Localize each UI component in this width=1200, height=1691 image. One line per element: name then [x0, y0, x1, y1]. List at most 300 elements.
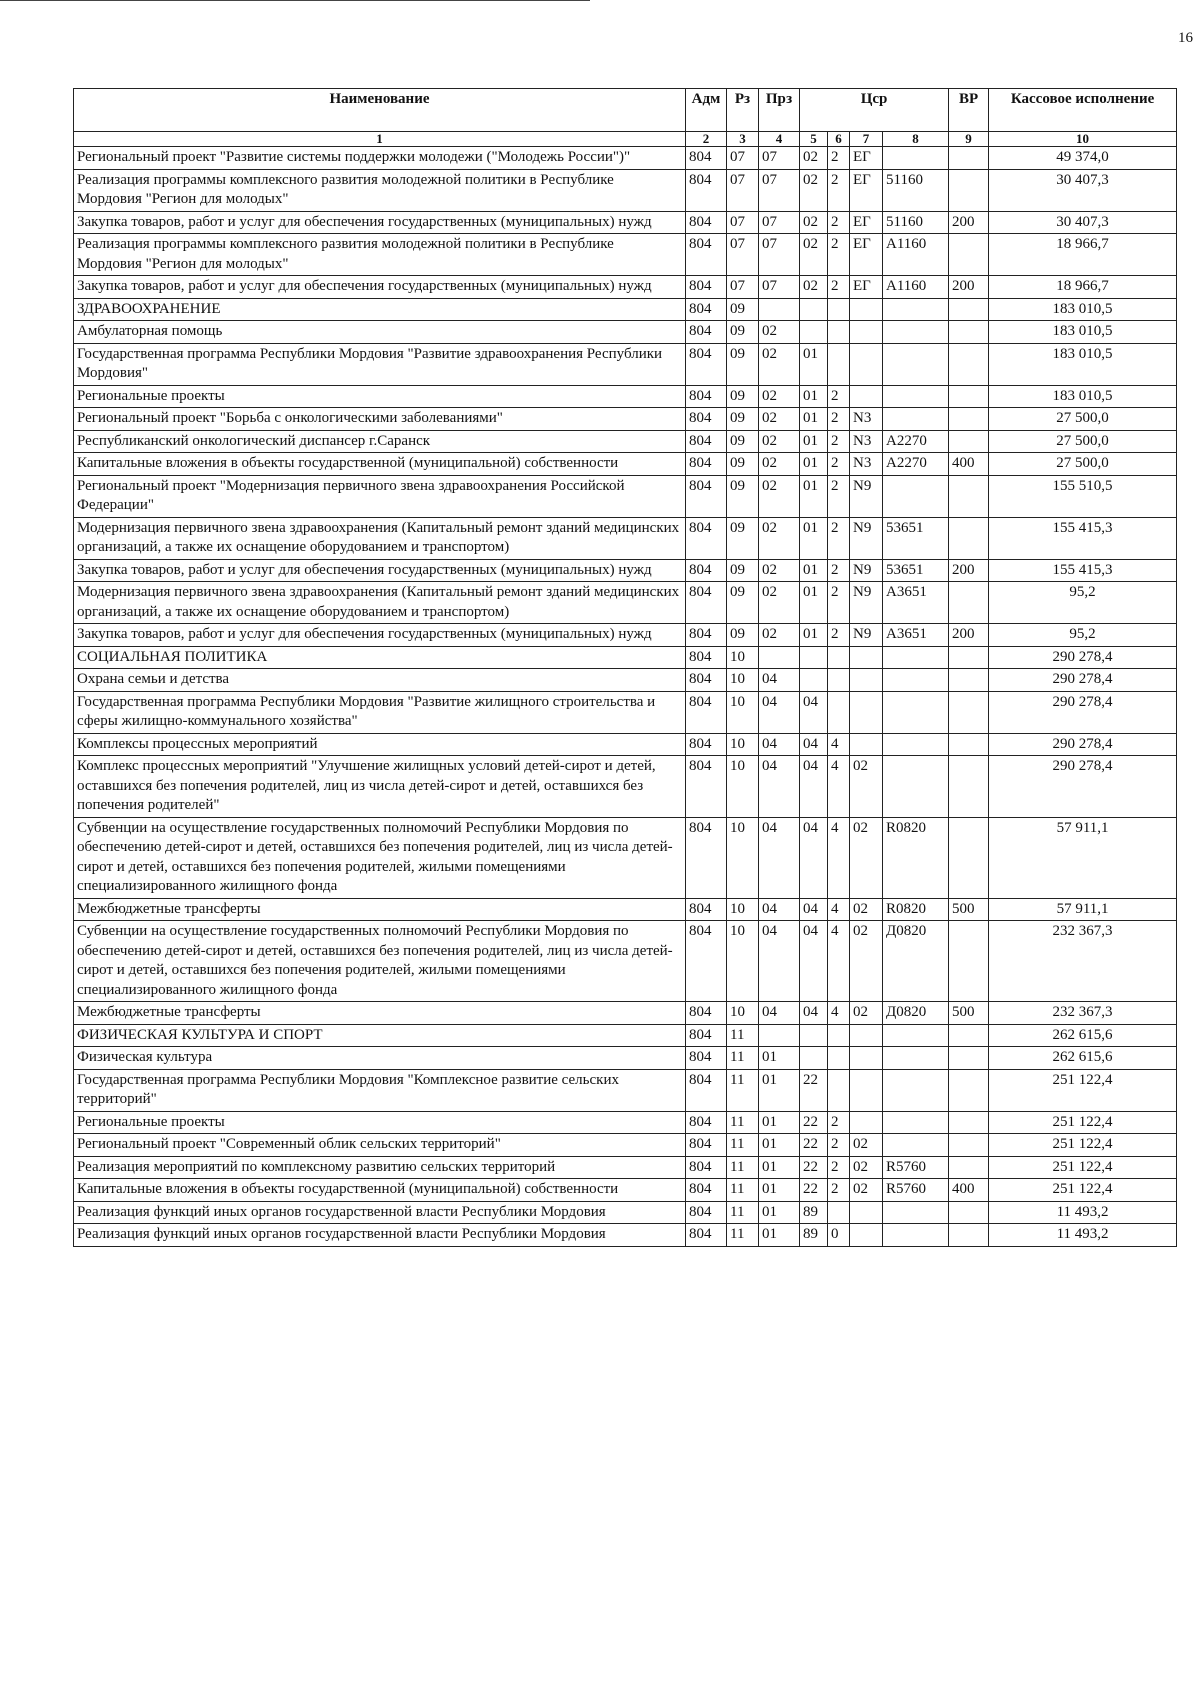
row-amount: 290 278,4	[989, 756, 1177, 818]
row-vr	[949, 691, 989, 733]
row-adm: 804	[686, 817, 727, 898]
budget-execution-table	[73, 88, 1177, 1247]
row-vr: 200	[949, 624, 989, 647]
row-adm: 804	[686, 733, 727, 756]
row-amount: 232 367,3	[989, 1002, 1177, 1025]
row-csr-5: 89	[800, 1224, 828, 1247]
row-csr-6: 2	[828, 430, 850, 453]
row-csr-6: 2	[828, 475, 850, 517]
table-row	[74, 211, 1177, 234]
row-name: Физическая культура	[74, 1047, 686, 1070]
row-csr-5	[800, 646, 828, 669]
row-prz	[759, 298, 800, 321]
row-csr-8	[883, 343, 949, 385]
row-prz: 04	[759, 921, 800, 1002]
row-rz: 09	[727, 517, 759, 559]
header-rz: Рз	[727, 89, 759, 132]
row-csr-8: А3651	[883, 624, 949, 647]
row-name: Реализация мероприятий по комплексному развитию сельских территорий	[74, 1156, 686, 1179]
row-csr-5: 89	[800, 1201, 828, 1224]
row-csr-5: 01	[800, 343, 828, 385]
row-name: Региональный проект "Модернизация первичного звена здравоохранения Российской Федерации"	[74, 475, 686, 517]
row-amount: 251 122,4	[989, 1156, 1177, 1179]
row-name: Охрана семьи и детства	[74, 669, 686, 692]
table-row	[74, 733, 1177, 756]
row-rz: 07	[727, 276, 759, 299]
row-rz: 11	[727, 1024, 759, 1047]
row-csr-6: 0	[828, 1224, 850, 1247]
row-vr	[949, 430, 989, 453]
row-adm: 804	[686, 1024, 727, 1047]
row-amount: 155 510,5	[989, 475, 1177, 517]
row-csr-6	[828, 1201, 850, 1224]
row-amount: 30 407,3	[989, 211, 1177, 234]
row-prz: 04	[759, 733, 800, 756]
header-csr: Цср	[800, 89, 949, 132]
row-csr-5: 01	[800, 453, 828, 476]
row-csr-7: N3	[850, 408, 883, 431]
column-number: 5	[800, 132, 828, 147]
row-csr-8: А1160	[883, 276, 949, 299]
row-amount: 183 010,5	[989, 321, 1177, 344]
row-csr-7: N3	[850, 453, 883, 476]
row-csr-5: 04	[800, 756, 828, 818]
row-vr	[949, 1047, 989, 1070]
row-csr-8	[883, 1111, 949, 1134]
row-name: Региональные проекты	[74, 385, 686, 408]
row-csr-6	[828, 691, 850, 733]
row-csr-5	[800, 1024, 828, 1047]
row-amount: 49 374,0	[989, 147, 1177, 170]
table-row	[74, 1201, 1177, 1224]
table-row	[74, 582, 1177, 624]
column-number: 8	[883, 132, 949, 147]
row-csr-6: 2	[828, 1111, 850, 1134]
row-amount: 11 493,2	[989, 1224, 1177, 1247]
table-row	[74, 1069, 1177, 1111]
table-row	[74, 898, 1177, 921]
row-csr-8	[883, 147, 949, 170]
row-csr-6: 2	[828, 385, 850, 408]
header-amount: Кассовое исполнение	[989, 89, 1177, 132]
row-csr-8: 53651	[883, 517, 949, 559]
row-amount: 57 911,1	[989, 898, 1177, 921]
row-rz: 10	[727, 817, 759, 898]
row-vr: 200	[949, 559, 989, 582]
row-adm: 804	[686, 582, 727, 624]
row-name: Межбюджетные трансферты	[74, 898, 686, 921]
row-csr-6: 2	[828, 582, 850, 624]
row-name: Реализация программы комплексного развития молодежной политики в Республике Мордовия "Регион для молодых"	[74, 169, 686, 211]
row-prz: 02	[759, 408, 800, 431]
column-number: 2	[686, 132, 727, 147]
row-adm: 804	[686, 559, 727, 582]
row-csr-7	[850, 298, 883, 321]
row-vr	[949, 669, 989, 692]
row-csr-7: N3	[850, 430, 883, 453]
row-csr-7	[850, 343, 883, 385]
row-csr-8: R0820	[883, 817, 949, 898]
row-csr-7	[850, 1047, 883, 1070]
row-vr	[949, 321, 989, 344]
row-vr	[949, 817, 989, 898]
row-rz: 10	[727, 921, 759, 1002]
row-name: Республиканский онкологический диспансер г.Саранск	[74, 430, 686, 453]
table-row	[74, 817, 1177, 898]
row-csr-6: 2	[828, 169, 850, 211]
row-amount: 232 367,3	[989, 921, 1177, 1002]
row-amount: 27 500,0	[989, 453, 1177, 476]
row-name: Государственная программа Республики Мордовия "Комплексное развитие сельских территорий"	[74, 1069, 686, 1111]
row-vr	[949, 582, 989, 624]
row-csr-6: 4	[828, 817, 850, 898]
row-amount: 27 500,0	[989, 430, 1177, 453]
row-amount: 183 010,5	[989, 343, 1177, 385]
row-prz: 07	[759, 169, 800, 211]
row-rz: 07	[727, 147, 759, 170]
row-vr: 400	[949, 1179, 989, 1202]
row-rz: 11	[727, 1047, 759, 1070]
row-rz: 07	[727, 211, 759, 234]
row-amount: 262 615,6	[989, 1024, 1177, 1047]
row-csr-6: 2	[828, 517, 850, 559]
row-csr-7	[850, 1201, 883, 1224]
row-adm: 804	[686, 385, 727, 408]
row-amount: 290 278,4	[989, 646, 1177, 669]
row-amount: 155 415,3	[989, 517, 1177, 559]
row-name: Реализация программы комплексного развития молодежной политики в Республике Мордовия "Регион для молодых"	[74, 234, 686, 276]
row-csr-7: 02	[850, 1134, 883, 1157]
row-csr-8	[883, 298, 949, 321]
row-amount: 18 966,7	[989, 276, 1177, 299]
row-csr-7: 02	[850, 1179, 883, 1202]
row-amount: 155 415,3	[989, 559, 1177, 582]
row-vr	[949, 1156, 989, 1179]
table-row	[74, 276, 1177, 299]
row-prz: 02	[759, 582, 800, 624]
row-vr	[949, 517, 989, 559]
row-csr-6: 4	[828, 1002, 850, 1025]
row-csr-8	[883, 475, 949, 517]
row-amount: 251 122,4	[989, 1111, 1177, 1134]
row-vr: 500	[949, 898, 989, 921]
row-csr-6: 2	[828, 147, 850, 170]
row-adm: 804	[686, 1179, 727, 1202]
row-name: Субвенции на осуществление государственных полномочий Республики Мордовия по обеспечению детей-сирот и детей, оставшихся без попечения родителей, лиц из числа детей-сирот и детей, оставшихся без попечения родителей, жилыми помещениями специализированного жилищного фонда	[74, 921, 686, 1002]
row-csr-6: 4	[828, 898, 850, 921]
table-row	[74, 343, 1177, 385]
row-adm: 804	[686, 408, 727, 431]
row-prz: 04	[759, 817, 800, 898]
row-adm: 804	[686, 646, 727, 669]
row-rz: 10	[727, 756, 759, 818]
row-vr	[949, 1111, 989, 1134]
row-csr-8	[883, 646, 949, 669]
row-csr-8: 51160	[883, 211, 949, 234]
row-prz: 01	[759, 1201, 800, 1224]
row-rz: 09	[727, 582, 759, 624]
row-name: Региональный проект "Борьба с онкологическими заболеваниями"	[74, 408, 686, 431]
column-number: 3	[727, 132, 759, 147]
row-rz: 10	[727, 1002, 759, 1025]
row-adm: 804	[686, 691, 727, 733]
row-csr-6	[828, 343, 850, 385]
table-row	[74, 756, 1177, 818]
row-name: Закупка товаров, работ и услуг для обеспечения государственных (муниципальных) нужд	[74, 624, 686, 647]
row-name: Государственная программа Республики Мордовия "Развитие жилищного строительства и сферы жилищно-коммунального хозяйства"	[74, 691, 686, 733]
row-rz: 10	[727, 691, 759, 733]
row-csr-8	[883, 408, 949, 431]
row-name: Модернизация первичного звена здравоохранения (Капитальный ремонт зданий медицинских организаций, а также их оснащение оборудованием и транспортом)	[74, 517, 686, 559]
table-row	[74, 646, 1177, 669]
row-amount: 30 407,3	[989, 169, 1177, 211]
table-row	[74, 430, 1177, 453]
row-csr-6: 2	[828, 624, 850, 647]
row-amount: 95,2	[989, 624, 1177, 647]
table-row	[74, 691, 1177, 733]
row-csr-8	[883, 1134, 949, 1157]
row-prz: 02	[759, 517, 800, 559]
row-prz: 04	[759, 898, 800, 921]
table-row	[74, 1002, 1177, 1025]
row-amount: 18 966,7	[989, 234, 1177, 276]
row-csr-8	[883, 1024, 949, 1047]
row-csr-7: 02	[850, 1002, 883, 1025]
row-amount: 262 615,6	[989, 1047, 1177, 1070]
row-adm: 804	[686, 898, 727, 921]
table-row	[74, 669, 1177, 692]
row-csr-6: 2	[828, 1134, 850, 1157]
row-csr-5: 04	[800, 817, 828, 898]
row-adm: 804	[686, 517, 727, 559]
row-csr-6	[828, 321, 850, 344]
page-number: 16	[1178, 30, 1193, 46]
row-amount: 251 122,4	[989, 1179, 1177, 1202]
row-prz: 01	[759, 1047, 800, 1070]
row-csr-8: R5760	[883, 1156, 949, 1179]
row-prz: 01	[759, 1179, 800, 1202]
row-prz: 04	[759, 756, 800, 818]
row-name: Закупка товаров, работ и услуг для обеспечения государственных (муниципальных) нужд	[74, 211, 686, 234]
row-csr-6: 2	[828, 559, 850, 582]
row-csr-7: 02	[850, 817, 883, 898]
row-csr-5: 22	[800, 1069, 828, 1111]
row-name: Закупка товаров, работ и услуг для обеспечения государственных (муниципальных) нужд	[74, 276, 686, 299]
row-csr-6	[828, 1047, 850, 1070]
row-name: Региональный проект "Развитие системы поддержки молодежи ("Молодежь России")"	[74, 147, 686, 170]
row-name: Межбюджетные трансферты	[74, 1002, 686, 1025]
row-rz: 11	[727, 1111, 759, 1134]
row-prz: 02	[759, 624, 800, 647]
scan-top-rule	[0, 0, 590, 1]
table-row	[74, 234, 1177, 276]
row-adm: 804	[686, 921, 727, 1002]
row-adm: 804	[686, 1069, 727, 1111]
row-csr-8	[883, 385, 949, 408]
table-row	[74, 385, 1177, 408]
row-vr	[949, 646, 989, 669]
row-csr-6	[828, 669, 850, 692]
row-adm: 804	[686, 624, 727, 647]
header-row	[74, 89, 1177, 132]
row-prz: 04	[759, 1002, 800, 1025]
table-row	[74, 1047, 1177, 1070]
table-row	[74, 1156, 1177, 1179]
row-adm: 804	[686, 147, 727, 170]
row-rz: 09	[727, 321, 759, 344]
row-name: Реализация функций иных органов государственной власти Республики Мордовия	[74, 1201, 686, 1224]
row-rz: 09	[727, 453, 759, 476]
row-csr-5: 01	[800, 517, 828, 559]
row-adm: 804	[686, 343, 727, 385]
table-row	[74, 1179, 1177, 1202]
row-adm: 804	[686, 1201, 727, 1224]
table-row	[74, 321, 1177, 344]
row-csr-5: 01	[800, 624, 828, 647]
row-vr	[949, 169, 989, 211]
row-prz: 02	[759, 321, 800, 344]
row-name: Капитальные вложения в объекты государственной (муниципальной) собственности	[74, 453, 686, 476]
row-vr	[949, 408, 989, 431]
row-adm: 804	[686, 1111, 727, 1134]
row-prz: 01	[759, 1156, 800, 1179]
row-adm: 804	[686, 321, 727, 344]
row-adm: 804	[686, 475, 727, 517]
row-amount: 290 278,4	[989, 733, 1177, 756]
row-rz: 09	[727, 385, 759, 408]
row-csr-5: 02	[800, 147, 828, 170]
row-csr-5: 22	[800, 1134, 828, 1157]
row-amount: 183 010,5	[989, 385, 1177, 408]
row-vr	[949, 385, 989, 408]
row-prz: 01	[759, 1134, 800, 1157]
row-csr-5: 04	[800, 691, 828, 733]
row-csr-8: А1160	[883, 234, 949, 276]
row-csr-5: 01	[800, 408, 828, 431]
row-prz: 02	[759, 475, 800, 517]
row-amount: 11 493,2	[989, 1201, 1177, 1224]
row-amount: 290 278,4	[989, 669, 1177, 692]
row-name: Реализация функций иных органов государственной власти Республики Мордовия	[74, 1224, 686, 1247]
row-csr-7	[850, 1224, 883, 1247]
row-rz: 09	[727, 298, 759, 321]
row-amount: 27 500,0	[989, 408, 1177, 431]
header-vr: ВР	[949, 89, 989, 132]
row-prz: 02	[759, 343, 800, 385]
row-rz: 09	[727, 559, 759, 582]
table-row	[74, 1224, 1177, 1247]
row-rz: 11	[727, 1179, 759, 1202]
row-rz: 10	[727, 733, 759, 756]
column-number: 7	[850, 132, 883, 147]
row-rz: 10	[727, 669, 759, 692]
row-name: СОЦИАЛЬНАЯ ПОЛИТИКА	[74, 646, 686, 669]
row-adm: 804	[686, 276, 727, 299]
row-csr-7: ЕГ	[850, 234, 883, 276]
row-amount: 251 122,4	[989, 1069, 1177, 1111]
row-prz: 04	[759, 691, 800, 733]
row-csr-5: 04	[800, 898, 828, 921]
row-csr-7	[850, 321, 883, 344]
row-rz: 10	[727, 898, 759, 921]
row-vr	[949, 1224, 989, 1247]
row-csr-6: 2	[828, 234, 850, 276]
row-prz: 01	[759, 1069, 800, 1111]
table-row	[74, 475, 1177, 517]
row-prz	[759, 646, 800, 669]
row-amount: 251 122,4	[989, 1134, 1177, 1157]
row-adm: 804	[686, 169, 727, 211]
row-csr-5	[800, 321, 828, 344]
row-csr-7: ЕГ	[850, 211, 883, 234]
row-vr: 400	[949, 453, 989, 476]
row-adm: 804	[686, 1134, 727, 1157]
row-csr-7	[850, 385, 883, 408]
row-adm: 804	[686, 1224, 727, 1247]
row-csr-5: 02	[800, 234, 828, 276]
table-row	[74, 147, 1177, 170]
row-name: Региональные проекты	[74, 1111, 686, 1134]
table-row	[74, 921, 1177, 1002]
table-row	[74, 453, 1177, 476]
row-csr-7: N9	[850, 559, 883, 582]
row-rz: 07	[727, 234, 759, 276]
row-csr-5	[800, 298, 828, 321]
row-prz: 01	[759, 1224, 800, 1247]
row-csr-8: Д0820	[883, 1002, 949, 1025]
row-vr	[949, 234, 989, 276]
row-prz: 01	[759, 1111, 800, 1134]
row-vr	[949, 756, 989, 818]
row-prz: 07	[759, 147, 800, 170]
row-vr	[949, 1024, 989, 1047]
row-csr-8: Д0820	[883, 921, 949, 1002]
row-csr-6: 2	[828, 453, 850, 476]
row-rz: 11	[727, 1156, 759, 1179]
row-csr-8: 51160	[883, 169, 949, 211]
table-row	[74, 559, 1177, 582]
table-row	[74, 1134, 1177, 1157]
row-amount: 57 911,1	[989, 817, 1177, 898]
row-csr-8	[883, 321, 949, 344]
row-name: Комплексы процессных мероприятий	[74, 733, 686, 756]
row-amount: 95,2	[989, 582, 1177, 624]
row-amount: 290 278,4	[989, 691, 1177, 733]
row-vr	[949, 298, 989, 321]
row-prz: 07	[759, 211, 800, 234]
row-csr-6: 2	[828, 211, 850, 234]
row-name: Государственная программа Республики Мордовия "Развитие здравоохранения Республики Мордовия"	[74, 343, 686, 385]
row-csr-7	[850, 1024, 883, 1047]
row-rz: 10	[727, 646, 759, 669]
row-prz: 02	[759, 453, 800, 476]
row-csr-8: 53651	[883, 559, 949, 582]
row-vr	[949, 1069, 989, 1111]
row-vr	[949, 147, 989, 170]
row-csr-8	[883, 1047, 949, 1070]
row-csr-7: 02	[850, 898, 883, 921]
row-adm: 804	[686, 298, 727, 321]
table-row	[74, 517, 1177, 559]
row-vr: 200	[949, 211, 989, 234]
row-name: Модернизация первичного звена здравоохранения (Капитальный ремонт зданий медицинских организаций, а также их оснащение оборудованием и транспортом)	[74, 582, 686, 624]
table-row	[74, 1024, 1177, 1047]
row-csr-8: R5760	[883, 1179, 949, 1202]
row-name: Амбулаторная помощь	[74, 321, 686, 344]
row-prz	[759, 1024, 800, 1047]
row-name: ФИЗИЧЕСКАЯ КУЛЬТУРА И СПОРТ	[74, 1024, 686, 1047]
row-csr-5: 01	[800, 385, 828, 408]
